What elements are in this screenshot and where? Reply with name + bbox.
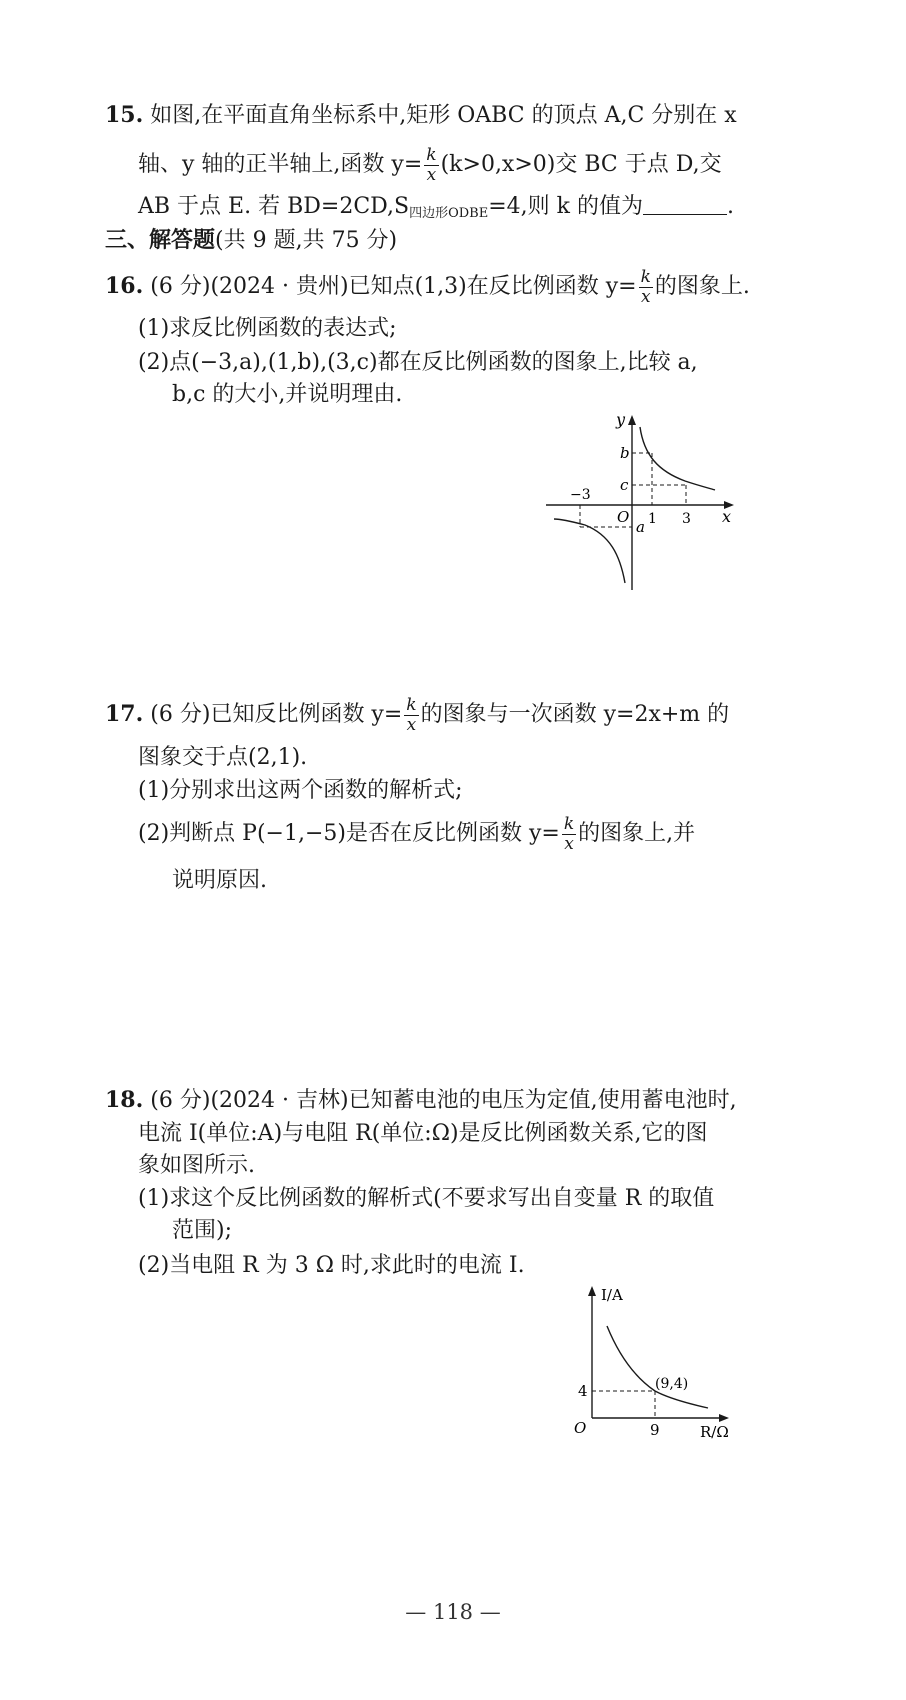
label-origin: O	[574, 1419, 587, 1437]
q15-line1	[105, 100, 737, 131]
q15-text-2a: 轴、y 轴的正半轴上,函数 y=	[138, 152, 423, 177]
q18-part2: (2)当电阻 R 为 3 Ω 时,求此时的电流 I.	[138, 1253, 525, 1278]
q15-text-1: 如图,在平面直角坐标系中,矩形 OABC 的顶点 A,C 分别在 x	[150, 103, 737, 128]
i-axis-arrow	[588, 1286, 596, 1296]
q17-fraction	[404, 696, 418, 735]
frac-denominator: x	[639, 287, 653, 307]
q16-part2-line1: (2)点(−3,a),(1,b),(3,c)都在反比例函数的图象上,比较 a,	[138, 350, 698, 375]
q16-part1: (1)求反比例函数的表达式;	[138, 316, 397, 341]
r-axis-arrow	[719, 1414, 729, 1422]
q16-line1	[105, 264, 750, 309]
q17-line2: 图象交于点(2,1).	[138, 745, 308, 770]
frac-denominator: x	[562, 834, 576, 854]
q15-line3	[138, 192, 734, 229]
label-3: 3	[682, 511, 691, 527]
label-r-axis: R/Ω	[700, 1423, 729, 1441]
q17-line1	[105, 692, 729, 737]
q18-number: 18.	[105, 1087, 144, 1113]
label-x: x	[722, 507, 732, 526]
q18-part1-line1: (1)求这个反比例函数的解析式(不要求写出自变量 R 的取值	[138, 1186, 715, 1211]
label-a: a	[636, 518, 645, 536]
section-note: (共 9 题,共 75 分)	[215, 228, 398, 253]
q17-text-2a: (2)判断点 P(−1,−5)是否在反比例函数 y=	[138, 821, 560, 846]
q15-fraction	[424, 146, 438, 185]
q16-text-1b: 的图象上.	[654, 274, 750, 299]
q15-number: 15.	[105, 102, 144, 128]
frac-numerator: k	[406, 694, 417, 715]
label-neg3: −3	[570, 487, 591, 503]
section-heading	[105, 225, 397, 256]
q18-line2: 电流 I(单位:A)与电阻 R(单位:Ω)是反比例函数关系,它的图	[138, 1121, 708, 1146]
q16-number: 16.	[105, 273, 144, 299]
q17-text-1a: (6 分)已知反比例函数 y=	[150, 702, 403, 727]
label-1: 1	[648, 511, 657, 527]
q15-text-2b: (k>0,x>0)交 BC 于点 D,交	[440, 152, 722, 177]
q18-graph	[570, 1278, 745, 1448]
label-4: 4	[578, 1382, 588, 1400]
curve-first-quadrant	[640, 427, 715, 490]
q17-part2-line1	[138, 812, 695, 856]
q18-line1	[105, 1085, 737, 1116]
q16-graph	[540, 405, 740, 595]
y-axis-arrow	[628, 415, 636, 425]
section-title: 三、解答题	[105, 227, 216, 253]
q17-part2-line2: 说明原因.	[172, 868, 267, 893]
q16-part2-line2: b,c 的大小,并说明理由.	[172, 382, 403, 407]
frac-numerator: k	[426, 144, 437, 165]
q18-line3: 象如图所示.	[138, 1153, 255, 1178]
frac-numerator: k	[563, 813, 575, 834]
curve-third-quadrant	[554, 519, 625, 583]
current-resistance-curve	[607, 1326, 708, 1408]
q17-number: 17.	[105, 701, 144, 727]
q15-text-3a: AB 于点 E. 若 BD=2CD,S	[138, 194, 410, 219]
q15-period: .	[726, 194, 734, 219]
label-origin: O	[617, 508, 630, 526]
q15-text-3b: =4,则 k 的值为	[488, 194, 643, 219]
frac-denominator: x	[404, 715, 418, 735]
frac-numerator: k	[640, 266, 651, 287]
q17-part1: (1)分别求出这两个函数的解析式;	[138, 778, 463, 803]
label-9: 9	[650, 1421, 660, 1439]
label-y: y	[616, 410, 626, 429]
q18-text-1: (6 分)(2024 · 吉林)已知蓄电池的电压为定值,使用蓄电池时,	[150, 1088, 737, 1113]
page-number: — 118 —	[405, 1600, 501, 1624]
q17-fraction-2	[562, 815, 576, 854]
q17-text-1b: 的图象与一次函数 y=2x+m 的	[420, 702, 730, 727]
label-i-axis: I/A	[601, 1286, 623, 1304]
label-c: c	[620, 476, 629, 494]
q15-line2	[138, 143, 722, 187]
q17-text-2b: 的图象上,并	[578, 821, 696, 846]
q15-area-subscript: 四边形ODBE	[409, 206, 489, 221]
q16-text-1a: (6 分)(2024 · 贵州)已知点(1,3)在反比例函数 y=	[150, 274, 637, 299]
q18-part1-line2: 范围);	[172, 1218, 232, 1243]
q16-fraction	[639, 268, 653, 307]
label-b: b	[620, 444, 630, 462]
answer-blank[interactable]	[643, 192, 727, 215]
frac-denominator: x	[424, 165, 438, 185]
label-point: (9,4)	[655, 1376, 689, 1392]
